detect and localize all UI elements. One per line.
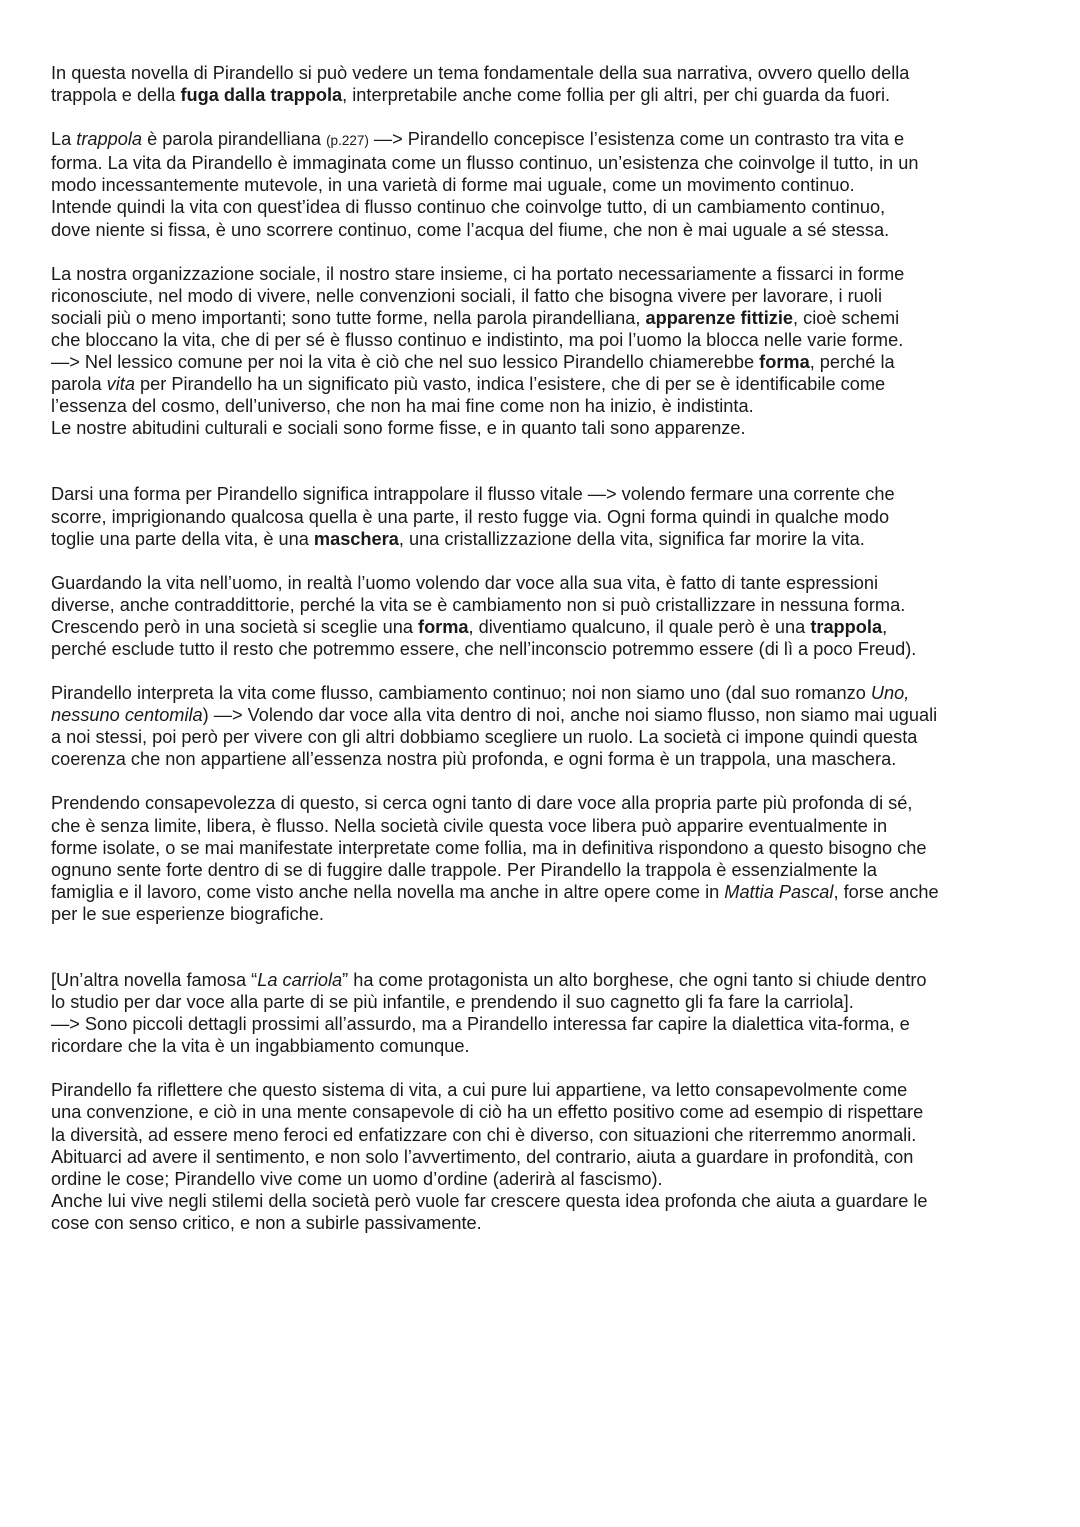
bold-term: forma xyxy=(418,616,469,637)
text-line: Guardando la vita nell’uomo, in realtà l’uomo volendo dar voce alla sua vita, è fatto di tante espressioni xyxy=(51,572,879,593)
text-line: che è senza limite, libera, è flusso. Nella società civile questa voce libera può apparire eventualmente in xyxy=(51,815,888,836)
text-line: Darsi una forma per Pirandello significa intrappolare il flusso vitale —> volendo fermare una corrente che xyxy=(51,484,895,505)
bold-term: fuga dalla trappola xyxy=(180,85,343,106)
paragraph-flusso xyxy=(51,682,1036,770)
text-run: La xyxy=(51,129,77,150)
text-line: Abituarci ad avere il sentimento, e non solo l’avvertimento, del contrario, aiuta a guardare in profondità, con xyxy=(51,1146,914,1167)
text-line: perché esclude tutto il resto che potremmo essere, che nell’inconscio potremmo essere (di lì a poco Freud). xyxy=(51,638,917,659)
italic-term: trappola xyxy=(76,129,143,150)
text-line xyxy=(51,969,1036,991)
text-line xyxy=(51,307,1036,329)
text-line: dove niente si fissa, è uno scorrere continuo, come l’acqua del fiume, che non è mai uguale a sé stessa. xyxy=(51,219,890,240)
italic-title: nessuno centomila xyxy=(51,705,203,726)
italic-title: La carriola xyxy=(257,970,343,990)
text-run: , cioè schemi xyxy=(793,307,900,328)
text-run: , forse anche xyxy=(833,881,939,902)
text-line: —> Sono piccoli dettagli prossimi all’assurdo, ma a Pirandello interessa far capire la dialettica vita-forma, e xyxy=(51,1014,910,1035)
text-line: ordine le cose; Pirandello vive come un uomo d’ordine (aderirà al fascismo). xyxy=(51,1168,663,1189)
text-run: , una cristallizzazione della vita, significa far morire la vita. xyxy=(398,528,865,549)
text-line xyxy=(51,704,1036,726)
text-line: Anche lui vive negli stilemi della società però vuole far crescere questa idea profonda che aiuta a guardare le xyxy=(51,1190,928,1211)
bold-term: forma xyxy=(759,352,810,373)
text-run: —> Pirandello concepisce l’esistenza come un contrasto tra vita e xyxy=(368,129,905,150)
italic-term: vita xyxy=(106,374,135,395)
text-run: per Pirandello ha un significato più vasto, indica l’esistere, che di per se è identificabile come xyxy=(134,374,886,395)
text-line: ognuno sente forte dentro di se di fuggire dalle trappole. Per Pirandello la trappola è essenzialmente la xyxy=(51,859,878,880)
text-run: —> Nel lessico comune per noi la vita è ciò che nel suo lessico Pirandello chiamerebbe xyxy=(51,352,760,373)
text-line: forme isolate, o se mai manifestate interpretate come follia, ma in definitiva rispondono a questo bisogno che xyxy=(51,837,927,858)
text-run: sociali più o meno importanti; sono tutte forme, nella parola pirandelliana, xyxy=(51,307,646,328)
text-line: ricordare che la vita è un ingabbiamento comunque. xyxy=(51,1036,470,1057)
text-run: , interpretabile anche come follia per gli altri, per chi guarda da fuori. xyxy=(342,85,891,106)
bold-term: trappola xyxy=(810,616,883,637)
page-reference: (p.227) xyxy=(326,133,369,149)
text-run: , diventiamo qualcuno, il quale però è una xyxy=(468,616,811,637)
text-line xyxy=(51,84,1036,106)
paragraph-vita-nell-uomo xyxy=(51,572,1036,660)
text-line: Intende quindi la vita con quest’idea di flusso continuo che coinvolge tutto, di un cambiamento continuo, xyxy=(51,197,886,218)
text-line xyxy=(51,373,1036,395)
text-run: parola xyxy=(51,374,107,395)
paragraph-la-carriola xyxy=(51,969,1036,1057)
text-run: , perché la xyxy=(809,352,895,373)
text-line: forma. La vita da Pirandello è immaginata come un flusso continuo, un’esistenza che coinvolge il tutto, in un xyxy=(51,153,919,174)
paragraph-darsi-una-forma xyxy=(51,483,1036,549)
text-line: la diversità, ad essere meno feroci ed enfatizzare con chi è diverso, con situazioni che riterremmo anormali. xyxy=(51,1124,917,1145)
text-line: per le sue esperienze biografiche. xyxy=(51,903,324,924)
text-line: In questa novella di Pirandello si può vedere un tema fondamentale della sua narrativa, ovvero quello della xyxy=(51,63,910,83)
text-run: [Un’altra novella famosa “ xyxy=(51,970,258,990)
text-line: riconosciute, nel modo di vivere, nelle convenzioni sociali, il fatto che bisogna vivere per lavorare, i ruoli xyxy=(51,285,882,306)
text-line: cose con senso critico, e non a subirle passivamente. xyxy=(51,1212,482,1233)
text-line: che bloccano la vita, che di per sé è flusso continuo e indistinto, ma poi l’uomo la blocca nelle varie forme. xyxy=(51,329,904,350)
text-line: lo studio per dar voce alla parte di se più infantile, e prendendo il suo cagnetto gli fa fare la carriola]. xyxy=(51,992,854,1013)
text-line: modo incessantemente mutevole, in una varietà di forme mai uguale, come un movimento continuo. xyxy=(51,175,855,196)
text-line: La nostra organizzazione sociale, il nostro stare insieme, ci ha portato necessariamente a fissarci in forme xyxy=(51,263,905,284)
bold-term: maschera xyxy=(313,528,399,549)
text-run: toglie una parte della vita, è una xyxy=(51,528,314,549)
paragraph-organizzazione-sociale xyxy=(51,263,1036,440)
text-line: a noi stessi, poi però per vivere con gli altri dobbiamo scegliere un ruolo. La società ci impone quindi questa xyxy=(51,727,918,748)
text-line xyxy=(51,881,1036,903)
text-line xyxy=(51,128,1036,152)
text-run: trappola e della xyxy=(51,85,181,106)
text-line: una convenzione, e ciò in una mente consapevole di ciò ha un effetto positivo come ad esempio di rispettare xyxy=(51,1102,924,1123)
text-run: ) —> Volendo dar voce alla vita dentro di noi, anche noi siamo flusso, non siamo mai uguali xyxy=(202,705,938,726)
text-line xyxy=(51,351,1036,373)
text-run: Crescendo però in una società si sceglie una xyxy=(51,616,419,637)
text-run: Pirandello interpreta la vita come flusso, cambiamento continuo; noi non siamo uno (dal suo romanzo xyxy=(51,683,871,704)
document-page xyxy=(51,62,1036,1256)
text-line xyxy=(51,682,1036,704)
italic-title: Uno, xyxy=(870,683,910,704)
text-line xyxy=(51,528,1036,550)
bold-term: apparenze fittizie xyxy=(645,307,794,328)
text-line: diverse, anche contraddittorie, perché la vita se è cambiamento non si può cristallizzare in nessuna forma. xyxy=(51,594,906,615)
text-run: ” ha come protagonista un alto borghese, che ogni tanto si chiude dentro xyxy=(342,970,927,990)
paragraph-intro xyxy=(51,62,1036,106)
text-line: coerenza che non appartiene all’essenza nostra più profonda, e ogni forma è un trappola, una maschera. xyxy=(51,749,897,770)
text-line: Le nostre abitudini culturali e sociali sono forme fisse, e in quanto tali sono apparenze. xyxy=(51,418,746,439)
text-run: , xyxy=(882,616,888,637)
text-line: l’essenza del cosmo, dell’universo, che non ha mai fine come non ha inizio, è indistinta. xyxy=(51,396,754,417)
paragraph-conclusione xyxy=(51,1079,1036,1234)
text-line: scorre, imprigionando qualcosa quella è una parte, il resto fugge via. Ogni forma quindi in qualche modo xyxy=(51,506,890,527)
paragraph-consapevolezza xyxy=(51,792,1036,925)
text-run: è parola pirandelliana xyxy=(142,129,327,150)
text-line xyxy=(51,616,1036,638)
text-run: famiglia e il lavoro, come visto anche nella novella ma anche in altre opere come in xyxy=(51,881,725,902)
paragraph-trappola xyxy=(51,128,1036,240)
italic-title: Mattia Pascal xyxy=(724,881,834,902)
text-line: Pirandello fa riflettere che questo sistema di vita, a cui pure lui appartiene, va letto consapevolmente come xyxy=(51,1080,908,1101)
text-line: Prendendo consapevolezza di questo, si cerca ogni tanto di dare voce alla propria parte più profonda di sé, xyxy=(51,793,913,814)
